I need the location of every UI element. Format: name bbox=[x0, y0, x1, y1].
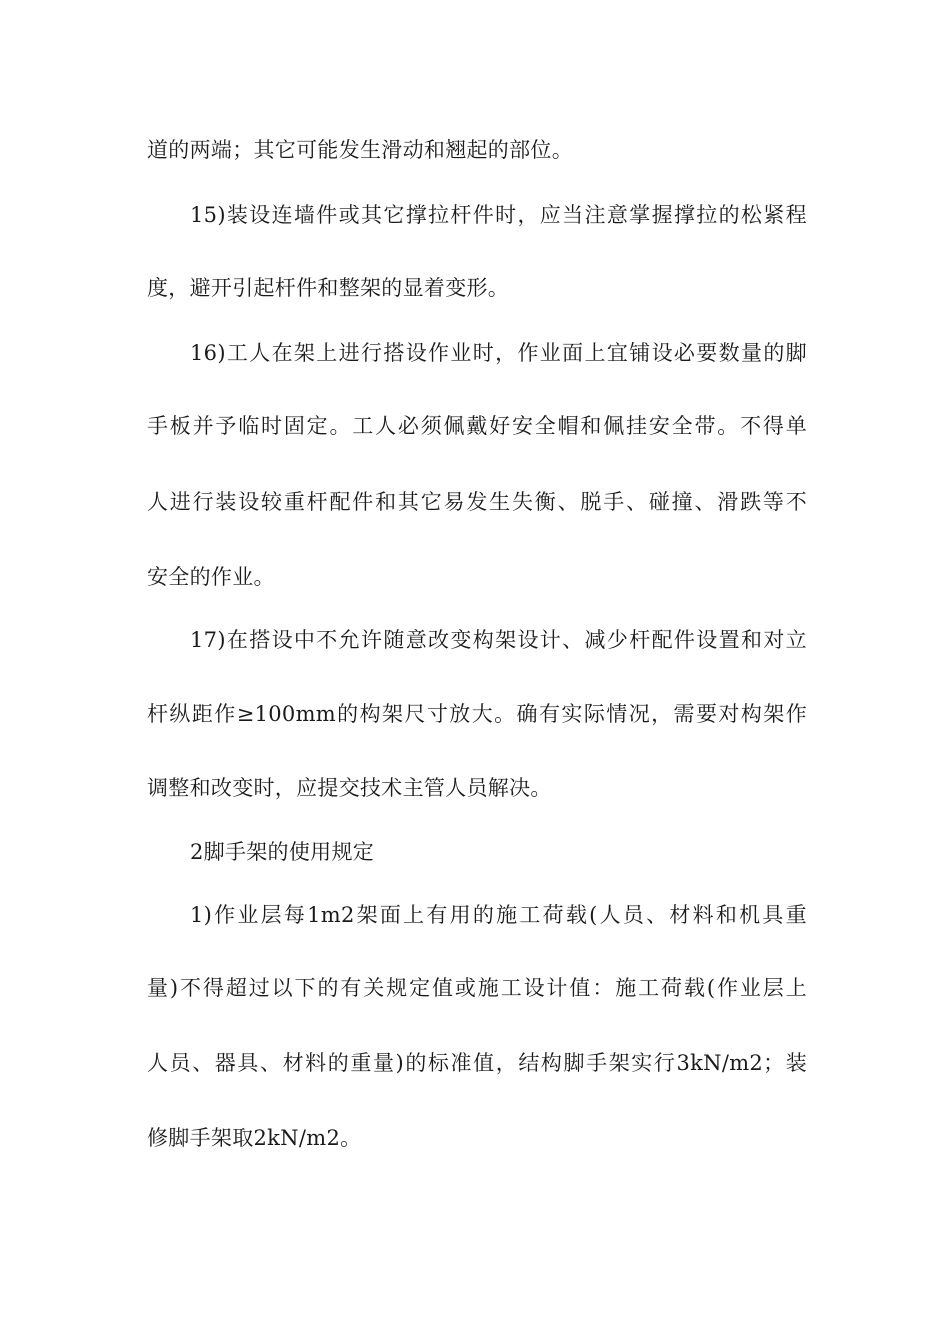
text-line-13: 量)不得超过以下的有关规定值或施工设计值：施工荷载(作业层上 bbox=[147, 976, 807, 1000]
text-line-1: 道的两端；其它可能发生滑动和翘起的部位。 bbox=[147, 138, 573, 162]
text-line-7: 安全的作业。 bbox=[147, 565, 275, 589]
text-line-8: 17)在搭设中不允许随意改变构架设计、减少杆配件设置和对立 bbox=[190, 628, 807, 652]
text-line-14: 人员、器具、材料的重量)的标准值，结构脚手架实行3kN/m2；装 bbox=[147, 1051, 807, 1075]
text-line-4: 16)工人在架上进行搭设作业时，作业面上宜铺设必要数量的脚 bbox=[190, 341, 807, 365]
text-line-12: 1)作业层每1m2架面上有用的施工荷载(人员、材料和机具重 bbox=[190, 903, 807, 927]
text-line-10: 调整和改变时，应提交技术主管人员解决。 bbox=[147, 776, 552, 800]
text-line-9: 杆纵距作≥100mm的构架尺寸放大。确有实际情况，需要对构架作 bbox=[147, 702, 807, 726]
text-line-6: 人进行装设较重杆配件和其它易发生失衡、脱手、碰撞、滑跌等不 bbox=[147, 490, 807, 514]
text-line-2: 15)装设连墙件或其它撑拉杆件时，应当注意掌握撑拉的松紧程 bbox=[190, 203, 807, 227]
text-line-3: 度，避开引起杆件和整架的显着变形。 bbox=[147, 276, 510, 300]
section-heading: 2脚手架的使用规定 bbox=[190, 840, 375, 864]
text-line-5: 手板并予临时固定。工人必须佩戴好安全帽和佩挂安全带。不得单 bbox=[147, 414, 807, 438]
text-line-15: 修脚手架取2kN/m2。 bbox=[147, 1126, 362, 1150]
